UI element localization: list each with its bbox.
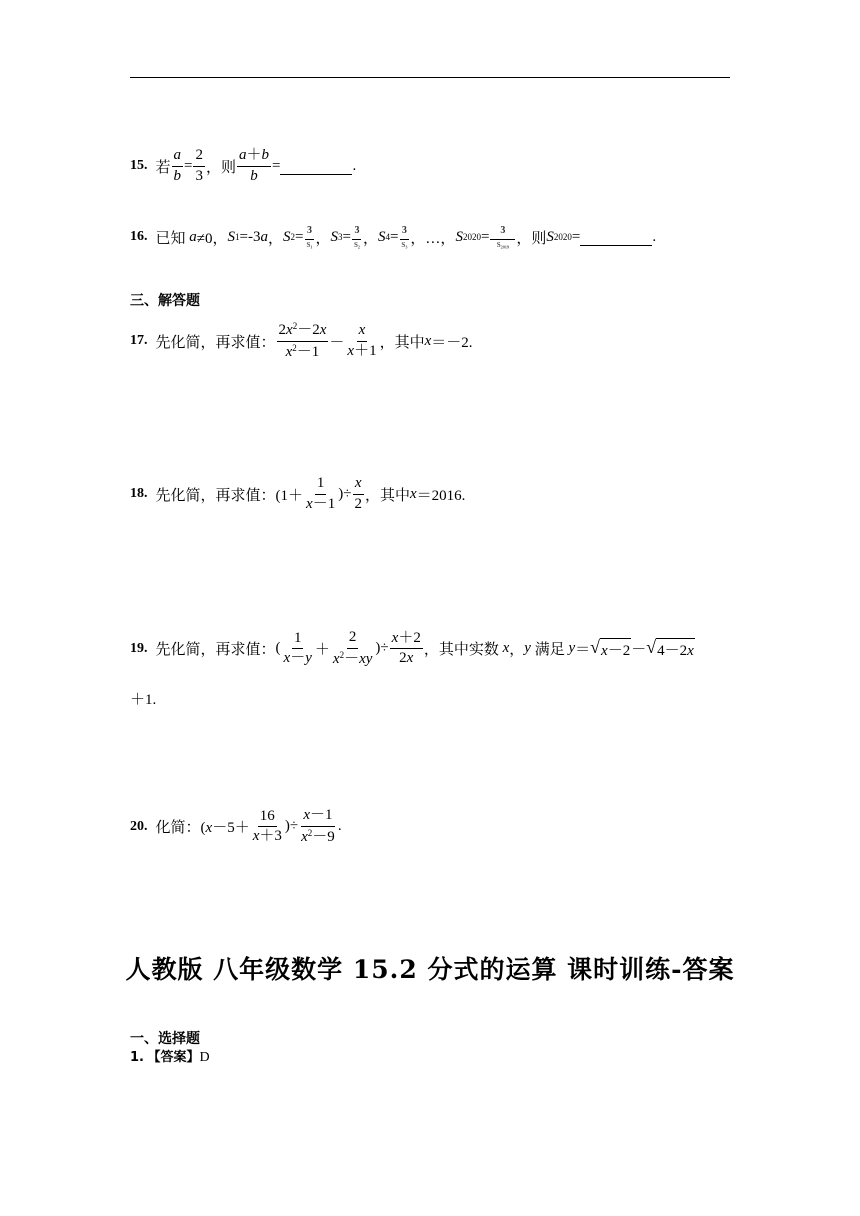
sqrt: √ 4－2x bbox=[646, 636, 694, 659]
question-text: 先化简，再求值： bbox=[155, 642, 276, 659]
question-text: 先化简，再求值： bbox=[155, 334, 276, 351]
question-18: 18. 先化简，再求值： (1＋ $\frac{1}{x-1}$ )÷ $\frac{x}{2}$ ，其中 x ＝2016. bbox=[130, 475, 466, 512]
question-number: 19. bbox=[130, 640, 148, 656]
question-text: . bbox=[352, 157, 357, 174]
question-text: ， bbox=[267, 230, 283, 247]
question-text: ＋1. bbox=[130, 692, 157, 708]
answer-1 bbox=[130, 1046, 210, 1066]
fraction-image: $\frac{3}{\text{S₃}}$ bbox=[401, 225, 408, 249]
fraction-a-over-b: $\frac{a}{b}$ bbox=[173, 147, 182, 184]
fraction: $\frac{2x^2-2x}{x^2-1}$ bbox=[278, 321, 327, 360]
fraction: $\frac{x}{2}$ bbox=[354, 475, 362, 512]
answer-blank bbox=[580, 229, 652, 246]
question-text: ，则 bbox=[516, 230, 547, 247]
answer-number: 1. bbox=[130, 1050, 144, 1065]
question-text: ，其中 bbox=[379, 334, 425, 351]
question-text: . bbox=[652, 228, 657, 245]
question-17: 17. 先化简，再求值： $\frac{2x^2-2x}{x^2-1}$ － $\frac{x}{x+1}$ ，其中 x ＝－2. bbox=[130, 321, 473, 360]
fraction: $\frac{x-1}{x^2-9}$ bbox=[301, 807, 335, 845]
question-19: 19. 先化简，再求值： ( $\frac{1}{x-y}$ ＋ $\frac{2}{x^2-xy}$ )÷ $\frac{x+2}{2x}$ ，其中实数 x ， y 满足 y ＝ √ x－2 － √ 4－2x bbox=[130, 629, 694, 667]
question-number: 18. bbox=[130, 486, 148, 502]
question-text: 化简： bbox=[155, 820, 201, 837]
fraction-image: $\frac{3}{\text{S₁}}$ bbox=[306, 225, 313, 249]
fraction: $\frac{x+2}{2x}$ bbox=[391, 629, 421, 667]
question-text: ＝－2. bbox=[431, 334, 473, 351]
question-text: 若 bbox=[155, 159, 171, 176]
fraction-image: $\frac{3}{\text{S₂₀₁₉}}$ bbox=[490, 226, 515, 249]
question-text: ≠0， bbox=[196, 230, 228, 247]
question-number: 17. bbox=[130, 333, 148, 349]
fraction: $\frac{2}{x^2-xy}$ bbox=[332, 629, 373, 667]
question-text: ＝2016. bbox=[416, 487, 466, 504]
question-text: 满足 bbox=[534, 642, 565, 659]
section-heading: 三、解答题 bbox=[130, 293, 200, 309]
question-number: 16. bbox=[130, 229, 148, 245]
answer-blank bbox=[280, 158, 352, 175]
question-text: ，其中 bbox=[364, 487, 410, 504]
question-15: 15. 若 $\frac{a}{b}$ = $\frac{2}{3}$ ，则 $\frac{a+b}{b}$ = . bbox=[130, 147, 357, 184]
fraction-image: $\frac{3}{\text{S₂}}$ bbox=[353, 225, 360, 249]
question-20: 20. 化简： (x－5＋ $\frac{16}{x+3}$ )÷ $\frac{x-1}{x^2-9}$ . bbox=[130, 807, 342, 845]
question-19-continued bbox=[130, 688, 156, 709]
question-text: ，其中实数 bbox=[423, 642, 499, 659]
question-text: ， bbox=[362, 230, 378, 247]
question-text: ，…， bbox=[410, 230, 456, 247]
answer-value: D bbox=[199, 1050, 210, 1065]
question-16: 16. 已知 a ≠0， S 1 =-3 a ， S 2 = $\frac{3}{\text{S₁}}$ ， S 3 = $\frac{3}{\text{S₂}}$ ， S 4 = $\frac{3}{\text{S₃}}$ ，…， S 2020 = $\frac{3}{\text{S₂₀₁₉}}$ ，则 S 2020 = . bbox=[130, 225, 657, 249]
header-rule bbox=[130, 77, 730, 78]
sqrt: √ x－2 bbox=[590, 636, 631, 659]
question-text: 已知 bbox=[155, 230, 186, 247]
question-text: ， bbox=[315, 230, 331, 247]
question-text: 先化简，再求值： bbox=[155, 487, 276, 504]
section-heading: 一、选择题 bbox=[130, 1031, 200, 1047]
question-number: 15. bbox=[130, 158, 148, 174]
question-number: 20. bbox=[130, 818, 148, 834]
question-text: =-3 bbox=[239, 228, 261, 245]
fraction-a-plus-b-over-b: $\frac{a+b}{b}$ bbox=[239, 147, 270, 184]
fraction-2-over-3: $\frac{2}{3}$ bbox=[195, 147, 203, 184]
fraction: $\frac{16}{x+3}$ bbox=[252, 807, 282, 845]
fraction: $\frac{1}{x-y}$ bbox=[283, 629, 312, 667]
fraction: $\frac{x}{x+1}$ bbox=[347, 322, 377, 359]
fraction: $\frac{1}{x-1}$ bbox=[306, 475, 336, 512]
answer-tag: 【答案】 bbox=[147, 1050, 200, 1065]
question-text: ，则 bbox=[205, 159, 236, 176]
answer-section-title: 人教版 八年级数学 15.2 分式的运算 课时训练-答案 bbox=[125, 955, 735, 984]
